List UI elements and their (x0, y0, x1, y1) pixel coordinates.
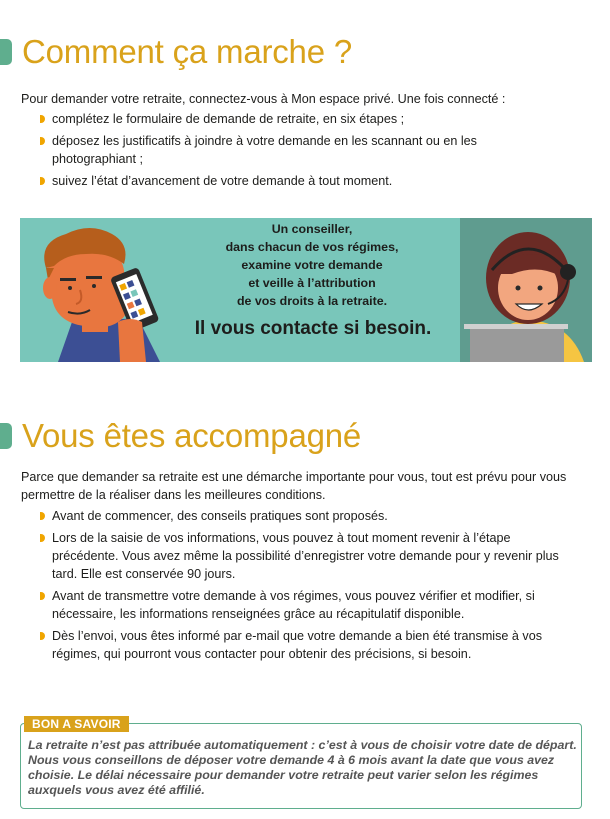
section-heading-how-it-works (0, 32, 352, 72)
section-intro: Parce que demander sa retraite est une démarche importante pour vous, tout est prévu pour vous permettre de la réaliser dans les meilleures conditions. (21, 470, 567, 502)
man-on-phone-illustration (20, 218, 170, 362)
support-list (40, 507, 560, 667)
list-item: Lors de la saisie de vos informations, vous pouvez à tout moment revenir à l’étape précédente. Vous avez même la possibilité d’enregistrer votre demande pour y revenir plus tard. Elle est conservée 90 jours. (40, 529, 560, 583)
list-item: complétez le formulaire de demande de retraite, en six étapes ; (40, 110, 560, 128)
bullet-icon (40, 137, 45, 145)
section-title: Vous êtes accompagné (22, 417, 362, 454)
section-title: Comment ça marche ? (22, 33, 352, 70)
list-item: suivez l’état d’avancement de votre demande à tout moment. (40, 172, 560, 190)
section-heading-support (0, 416, 361, 456)
advisor-woman-illustration (452, 218, 592, 362)
bullet-icon (40, 177, 45, 185)
heading-accent-bar (0, 423, 12, 449)
advisor-banner (20, 218, 592, 362)
heading-accent-bar (0, 39, 12, 65)
list-item: Dès l’envoi, vous êtes informé par e-mail que votre demande a bien été transmise à vos régimes, qui pourront vous contacter pour obtenir des précisions, si besoin. (40, 627, 560, 663)
bullet-icon (40, 115, 45, 123)
list-item: Avant de transmettre votre demande à vos régimes, vous pouvez vérifier et modifier, si nécessaire, les informations renseignées grâce au récapitulatif disponible. (40, 587, 560, 623)
banner-contact-text: Il vous contacte si besoin. (194, 318, 432, 339)
list-item: déposez les justificatifs à joindre à votre demande en les scannant ou en les photographiant ; (40, 132, 560, 168)
bullet-icon (40, 632, 45, 640)
section-intro: Pour demander votre retraite, connectez-vous à Mon espace privé. Une fois connecté : (21, 92, 506, 106)
list-item: Avant de commencer, des conseils pratiques sont proposés. (40, 507, 560, 525)
bullet-icon (40, 592, 45, 600)
steps-list (40, 110, 560, 194)
info-box-text: La retraite n’est pas attribuée automatiquement : c’est à vous de choisir votre date de départ. Nous vous conseillons de déposer votre demande 4 à 6 mois avant la date que vous avez choisie. Le délai nécessaire pour demander votre retraite peut varier selon les régimes auxquels vous avez été affilié. (28, 738, 577, 797)
info-box-label: BON A SAVOIR (24, 716, 129, 732)
bullet-icon (40, 512, 45, 520)
bullet-icon (40, 534, 45, 542)
banner-text: Un conseiller, dans chacun de vos régimes, examine votre demande et veille à l’attribution de vos droits à la retraite. (225, 222, 399, 308)
